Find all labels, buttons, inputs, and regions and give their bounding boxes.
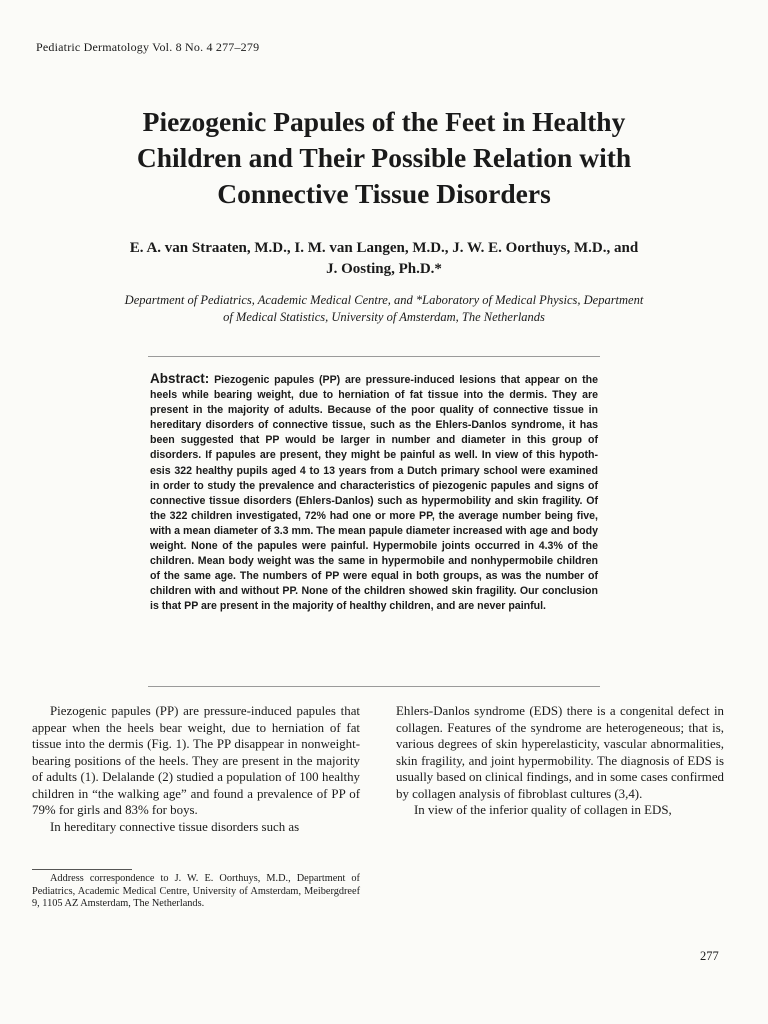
- author-line: J. Oosting, Ph.D.*: [326, 261, 442, 277]
- footnote-text: Address correspondence to J. W. E. Oorthuys, M.D., Department of Pediatrics, Academic Medical Centre, University of Amsterdam, Meibergdreef 9, 1105 AZ Amsterdam, The Netherlands.: [32, 873, 360, 910]
- author-list: [30, 238, 738, 280]
- affiliation-line: of Medical Statistics, University of Amsterdam, The Netherlands: [223, 310, 545, 324]
- title-line: Piezogenic Papules of the Feet in Healthy: [142, 106, 626, 137]
- body-paragraph: Piezogenic papules (PP) are pressure-induced papules that appear when the heels bear weight, due to herniation of fat tissue into the dermis (Fig. 1). The PP disappear in nonweight-bearing positions of the heels. They are present in the majority of adults (1). Delalande (2) studied a population of 100 healthy children in “the walking age” and found a prevalence of PP of 79% for girls and 83% for boys.: [32, 704, 360, 818]
- title-line: Children and Their Possible Relation with: [136, 142, 632, 173]
- body-paragraph: Ehlers-Danlos syndrome (EDS) there is a congenital defect in collagen. Features of the syndrome are heterogeneous; that is, various degrees of skin hyperelasticity, vascular abnormalities, skin fragility, and joint hypermobility. The diagnosis of EDS is usually based on clinical findings, and in some cases confirmed by collagen analysis of fibroblast cultures (3,4).: [396, 704, 724, 801]
- author-line: E. A. van Straaten, M.D., I. M. van Langen, M.D., J. W. E. Oorthuys, M.D., and: [129, 240, 639, 256]
- title-line: Connective Tissue Disorders: [217, 178, 551, 209]
- page-number: 277: [700, 949, 719, 963]
- abstract: [150, 371, 598, 615]
- abstract-top-rule: [148, 356, 600, 357]
- correspondence-footnote: [32, 873, 360, 911]
- article-title: [30, 104, 738, 212]
- affiliation-line: Department of Pediatrics, Academic Medical Centre, and *Laboratory of Medical Physics, Department: [124, 293, 644, 307]
- body-paragraph: In hereditary connective tissue disorders such as: [50, 819, 300, 834]
- body-column-left: [32, 703, 360, 835]
- footnote-rule: [32, 869, 132, 870]
- journal-header: Pediatric Dermatology Vol. 8 No. 4 277–279: [36, 40, 260, 54]
- body-paragraph: In view of the inferior quality of collagen in EDS,: [414, 803, 672, 818]
- body-column-right: [396, 703, 724, 819]
- affiliation: [30, 292, 738, 326]
- abstract-bottom-rule: [148, 686, 600, 687]
- abstract-label: Abstract:: [150, 371, 210, 386]
- abstract-text: Piezogenic papules (PP) are pressure-induced lesions that appear on the heels while bearing weight, due to herniation of fat tissue into the dermis. They are present in the majority of adults. Because of the poor quality of connective tissue in hereditary disorders of connective tissue, such as the Ehlers-Danlos syndrome, it has been suggested that PP would be larger in number and diameter in this group of disorders. If papules are present, they might be painful as well. In view of this hypothesis 322 healthy pupils aged 4 to 13 years from a Dutch primary school were examined in order to study the prevalence and characteristics of piezogenic papules and signs of connective tissue disorders (Ehlers-Danlos) such as hypermobility and skin fragility. Of the 322 children investigated, 72% had one or more PP, the average number being five, with a mean diameter of 3.3 mm. The mean papule diameter increased with age and body weight. None of the papules were painful. Hypermobile joints occurred in 4.3% of the children. Mean body weight was the same in hypermobile and nonhypermobile children of the same age. The numbers of PP were equal in both groups, as was the number of children with and without PP. None of the children showed skin fragility. Our conclusion is that PP are present in the majority of healthy children, and are never painful.: [150, 374, 598, 613]
